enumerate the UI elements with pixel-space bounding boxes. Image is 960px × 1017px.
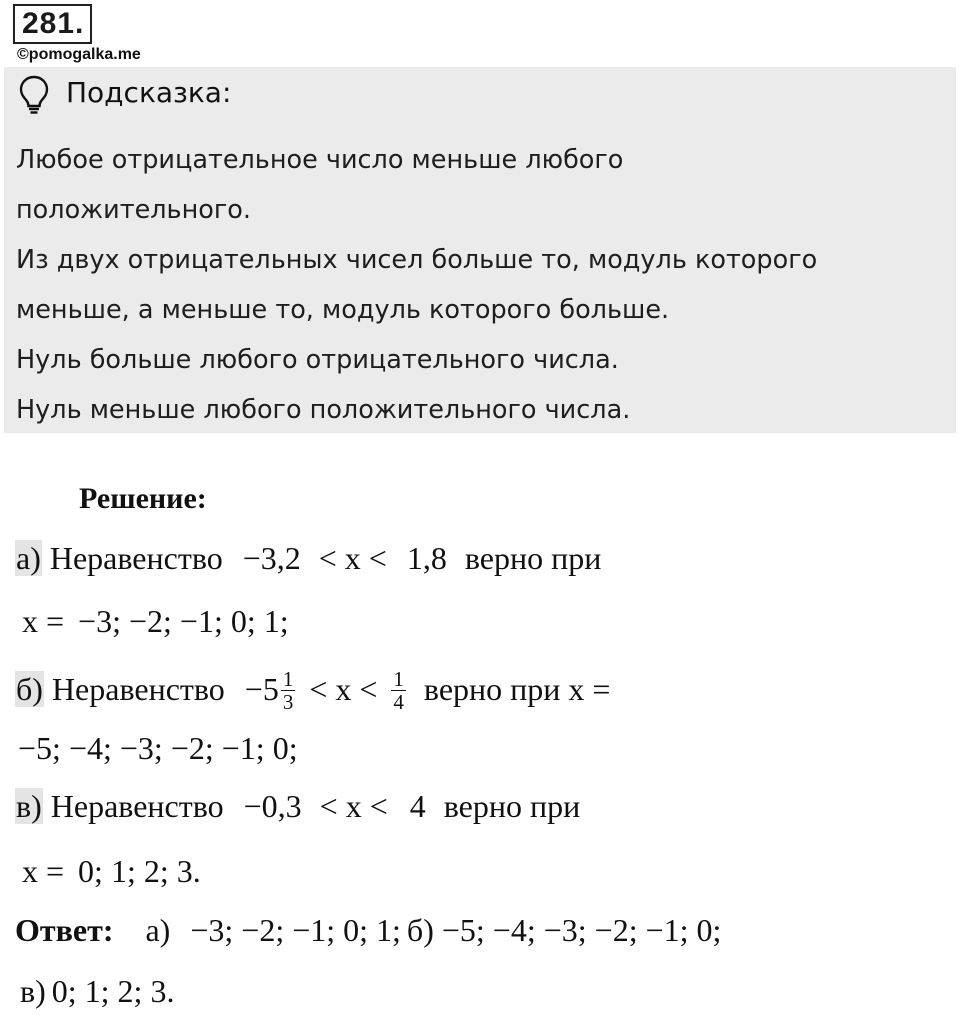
less-than-sign: < <box>359 670 378 707</box>
item-letter: б) <box>16 670 43 707</box>
fraction-denominator: 3 <box>282 690 294 714</box>
less-than-sign: < <box>319 788 338 824</box>
less-than-sign: < <box>369 788 388 824</box>
variable: x <box>344 540 361 576</box>
left-bound: −0,3 <box>243 788 302 824</box>
answer-prefix: x = <box>22 603 65 639</box>
answer-label: Ответ: <box>15 912 114 948</box>
hint-title: Подсказка: <box>66 76 232 109</box>
inequality-word: Неравенство <box>49 540 223 576</box>
hint-box <box>4 67 956 433</box>
final-answer-line-2 <box>20 973 174 1010</box>
inequality-word: Неравенство <box>51 670 225 707</box>
condition-text: верно при x = <box>423 670 611 707</box>
watermark: ©pomogalka.me <box>17 46 141 63</box>
answer-c-values: 0; 1; 2; 3. <box>51 973 175 1009</box>
condition-text: верно при <box>464 540 602 576</box>
variable: x <box>345 788 362 824</box>
hint-line: Любое отрицательное число меньше любого <box>16 145 624 175</box>
solution-b-answer: −5; −4; −3; −2; −1; 0; <box>18 730 298 766</box>
fraction-denominator: 4 <box>393 690 404 714</box>
answer-a-letter: а) <box>145 912 171 948</box>
variable: x <box>335 670 352 707</box>
fraction-numerator: 1 <box>393 667 404 691</box>
left-bound-fraction <box>281 668 296 713</box>
right-bound: 1,8 <box>406 540 447 576</box>
less-than-sign: < <box>309 670 328 707</box>
hint-line: Из двух отрицательных чисел больше то, модуль которого <box>16 245 818 275</box>
answer-b-values: −5; −4; −3; −2; −1; 0; <box>441 912 722 948</box>
hint-line: Нуль меньше любого положительного числа. <box>16 395 631 425</box>
fraction-numerator: 1 <box>282 667 294 691</box>
answer-a-values: −3; −2; −1; 0; 1; <box>190 912 401 948</box>
left-bound: −3,2 <box>242 540 301 576</box>
condition-text: верно при <box>443 788 581 824</box>
left-bound-whole: −5 <box>244 670 279 707</box>
right-bound-fraction <box>391 668 406 713</box>
answer-values: 0; 1; 2; 3. <box>78 853 201 889</box>
solution-a-line <box>15 540 601 577</box>
hint-line: Нуль больше любого отрицательного числа. <box>16 345 619 375</box>
solution-heading: Решение: <box>79 482 207 515</box>
answer-b-letter: б) <box>406 912 434 948</box>
answer-c-letter: в) <box>20 973 46 1009</box>
task-number: 281. <box>13 4 92 44</box>
right-bound: 4 <box>409 788 426 824</box>
less-than-sign: < <box>318 540 337 576</box>
solution-b-line <box>15 667 611 715</box>
item-letter: а) <box>16 540 41 576</box>
answer-prefix: x = <box>22 853 65 889</box>
lightbulb-icon <box>18 75 50 115</box>
solution-a-answer <box>22 603 289 640</box>
less-than-sign: < <box>368 540 387 576</box>
solution-c-line <box>15 788 580 825</box>
hint-line: меньше, а меньше то, модуль которого больше. <box>16 295 670 325</box>
solution-c-answer <box>22 853 201 890</box>
answer-values: −3; −2; −1; 0; 1; <box>78 603 289 639</box>
item-letter: в) <box>16 788 42 824</box>
final-answer-line <box>15 912 721 949</box>
hint-line: положительного. <box>16 195 251 225</box>
inequality-word: Неравенство <box>50 788 224 824</box>
